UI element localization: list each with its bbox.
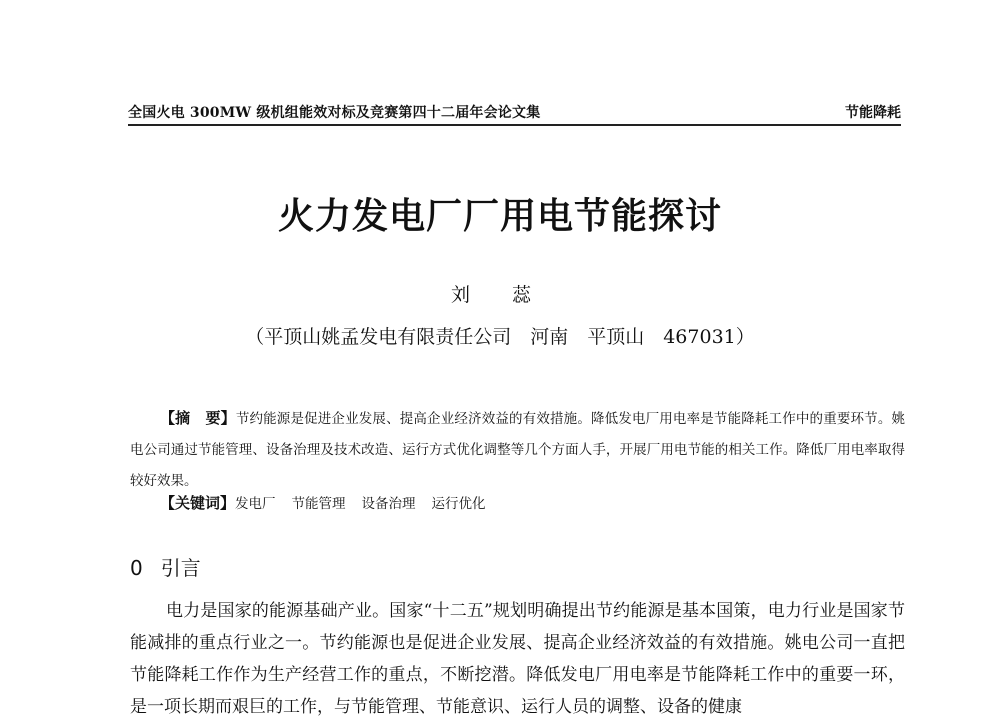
body-paragraph-text: 电力是国家的能源基础产业。国家“十二五”规划明确提出节约能源是基本国策，电力行业是国家节能减排的重点行业之一。节约能源也是促进企业发展、提高企业经济效益的有效措施。姚电公司一直把节能降耗工作作为生产经营工作的重点，不断挖潜。降低发电厂用电率是节能降耗工作中的重要一环，是一项长期而艰巨的工作，与节能管理、节能意识、运行人员的调整、设备的健康 xyxy=(130,601,905,717)
abstract xyxy=(130,403,905,497)
running-header-right: 节能降耗 xyxy=(845,105,901,121)
body-paragraph xyxy=(130,595,905,723)
author-affiliation: （平顶山姚孟发电有限责任公司 河南 平顶山 467031） xyxy=(245,326,755,348)
section-title: 引言 xyxy=(160,556,201,580)
running-header xyxy=(128,100,901,126)
keyword-item: 发电厂 xyxy=(235,496,276,512)
keyword-item: 设备治理 xyxy=(361,496,416,512)
running-header-left: 全国火电 300MW 级机组能效对标及竞赛第四十二届年会论文集 xyxy=(128,105,541,121)
author-name: 刘 蕊 xyxy=(450,284,550,306)
keywords-label: 【关键词】 xyxy=(160,494,236,512)
abstract-label: 【摘 要】 xyxy=(160,409,236,427)
keyword-item: 节能管理 xyxy=(291,496,346,512)
section-heading xyxy=(130,552,201,581)
section-number: 0 xyxy=(130,556,143,580)
keywords xyxy=(160,492,502,513)
paper-title: 火力发电厂厂用电节能探讨 xyxy=(277,196,722,237)
abstract-text: 节约能源是促进企业发展、提高企业经济效益的有效措施。降低发电厂用电率是节能降耗工作中的重要环节。姚电公司通过节能管理、设备治理及技术改造、运行方式优化调整等几个方面人手，开展厂用电节能的相关工作。降低厂用电率取得较好效果。 xyxy=(130,411,905,489)
keyword-item: 运行优化 xyxy=(431,496,486,512)
